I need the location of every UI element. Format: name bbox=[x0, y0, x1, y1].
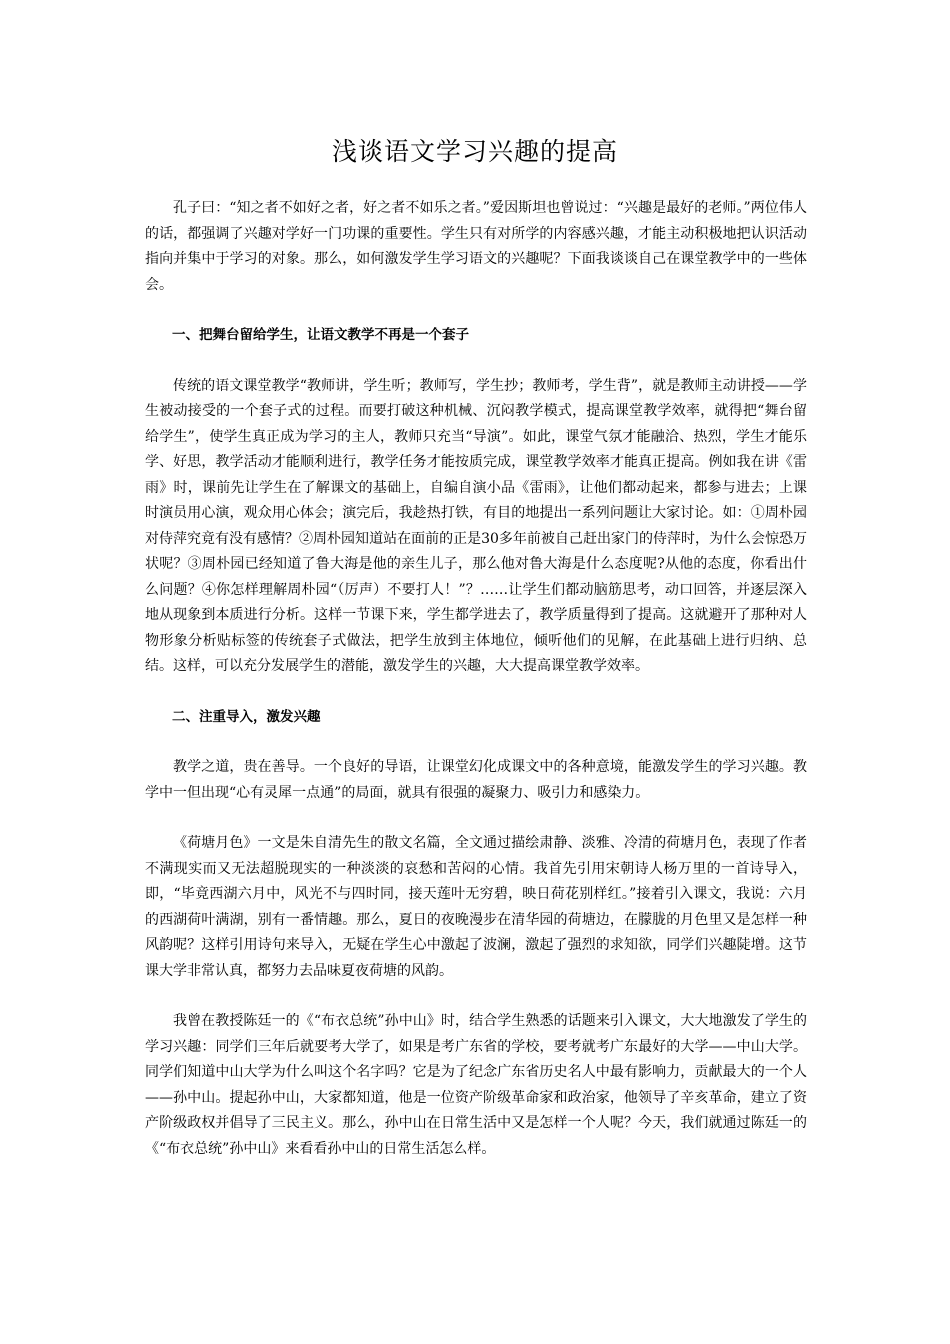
intro-paragraph: 孔子曰：“知之者不如好之者，好之者不如乐之者。”爱因斯坦也曾说过：“兴趣是最好的老师。”两位伟人的话，都强调了兴趣对学好一门功课的重要性。学生只有对所学的内容感兴趣，才能主动积极地把认识活动指向并集中于学习的对象。那么，如何激发学生学习语文的兴趣呢？下面我谈谈自己在课堂教学中的一些体会。 bbox=[145, 200, 807, 293]
document-title: 浅谈语文学习兴趣的提高 bbox=[331, 137, 618, 166]
section-2-paragraph-3: 我曾在教授陈廷一的《“布衣总统”孙中山》时，结合学生熟悉的话题来引入课文，大大地激发了学生的学习兴趣：同学们三年后就要考大学了，如果是考广东省的学校，要考就考广东最好的大学——中山大学。同学们知道中山大学为什么叫这个名字吗？它是为了纪念广东省历史名人中最有影响力，贡献最大的一个人——孙中山。提起孙中山，大家都知道，他是一位资产阶级革命家和政治家，他领导了辛亥革命，建立了资产阶级政权并倡导了三民主义。那么，孙中山在日常生活中又是怎样一个人呢？今天，我们就通过陈廷一的《“布衣总统”孙中山》来看看孙中山的日常生活怎么样。 bbox=[145, 1013, 807, 1157]
section-2-heading: 二、注重导入，激发兴趣 bbox=[172, 708, 321, 725]
section-1-heading: 一、把舞台留给学生，让语文教学不再是一个套子 bbox=[172, 327, 469, 343]
document-body bbox=[145, 196, 807, 1162]
section-1-paragraph-1: 传统的语文课堂教学“教师讲，学生听；教师写，学生抄；教师考，学生背”，就是教师主动讲授——学生被动接受的一个套子式的过程。而要打破这种机械、沉闷教学模式，提高课堂教学效率，就得把“舞台留给学生”，使学生真正成为学习的主人，教师只充当“导演”。如此，课堂气氛才能融洽、热烈，学生才能乐学、好思，教学活动才能顺利进行，教学任务才能按质完成，课堂教学效率才能真正提高。例如我在讲《雷雨》时，课前先让学生在了解课文的基础上，自编自演小品《雷雨》，让他们都动起来，都参与进去；上课时演员用心演，观众用心体会；演完后，我趁热打铁，有目的地提出一系列问题让大家讨论。如：①周朴园对侍萍究竟有没有感情？②周朴园知道站在面前的正是30多年前被自己赶出家门的侍萍时，为什么会惊恐万状呢？③周朴园已经知道了鲁大海是他的亲生儿子，那么他对鲁大海是什么态度呢?从他的态度，你看出什么问题？④你怎样理解周朴园“（厉声）不要打人！”？……让学生们都动脑筋思考，动口回答，并逐层深入地从现象到本质进行分析。这样一节课下来，学生都学进去了，教学质量得到了提高。这就避开了那种对人物形象分析贴标签的传统套子式做法，把学生放到主体地位，倾听他们的见解，在此基础上进行归纳、总结。这样，可以充分发展学生的潜能，激发学生的兴趣，大大提高课堂教学效率。 bbox=[145, 377, 807, 674]
section-2-paragraph-1: 教学之道，贵在善导。一个良好的导语，让课堂幻化成课文中的各种意境，能激发学生的学习兴趣。教学中一但出现“心有灵犀一点通”的局面，就具有很强的凝聚力、吸引力和感染力。 bbox=[145, 759, 807, 801]
section-2-paragraph-2: 《荷塘月色》一文是朱自清先生的散文名篇，全文通过描绘肃静、淡雅、冷清的荷塘月色，表现了作者不满现实而又无法超脱现实的一种淡淡的哀愁和苦闷的心情。我首先引用宋朝诗人杨万里的一首诗导入，即，“毕竟西湖六月中，风光不与四时同，接天莲叶无穷碧，映日荷花别样红。”接着引入课文，我说：六月的西湖荷叶满湖，别有一番情趣。那么，夏日的夜晚漫步在清华园的荷塘边，在朦胧的月色里又是怎样一种风韵呢？这样引用诗句来导入，无疑在学生心中激起了波澜，激起了强烈的求知欲，同学们兴趣陡增。这节课大学非常认真，都努力去品味夏夜荷塘的风韵。 bbox=[145, 835, 807, 979]
